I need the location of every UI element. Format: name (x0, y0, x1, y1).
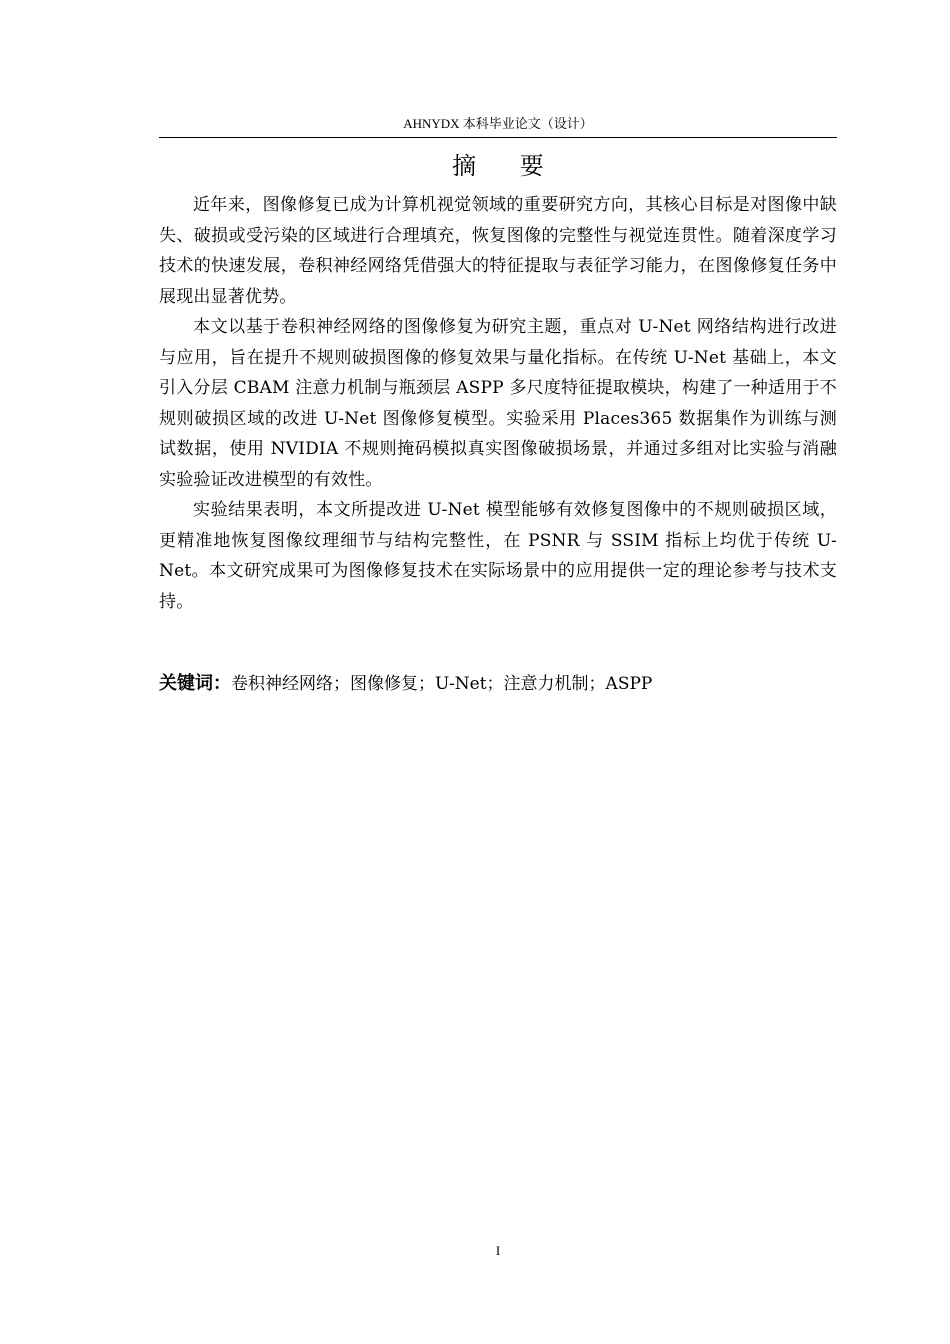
running-header: AHNYDX 本科毕业论文（设计） (403, 116, 593, 131)
keywords-label: 关键词： (159, 673, 231, 694)
header-rule (159, 137, 837, 138)
abstract-body (159, 190, 837, 617)
abstract-title: 摘 要 (452, 152, 562, 180)
keywords-line (159, 669, 837, 699)
abstract-paragraph-2: 本文以基于卷积神经网络的图像修复为研究主题，重点对 U-Net 网络结构进行改进与应用，旨在提升不规则破损图像的修复效果与量化指标。在传统 U-Net 基础上，本文引入分层 CBAM 注意力机制与瓶颈层 ASPP 多尺度特征提取模块，构建了一种适用于不规则破损区域的改进 U-Net 图像修复模型。实验采用 Places365 数据集作为训练与测试数据，使用 NVIDIA 不规则掩码模拟真实图像破损场景，并通过多组对比实验与消融实验验证改进模型的有效性。 (159, 317, 837, 490)
keywords-text: 卷积神经网络；图像修复；U-Net；注意力机制；ASPP (231, 674, 653, 694)
page-number: I (495, 1243, 501, 1258)
abstract-paragraph-1: 近年来，图像修复已成为计算机视觉领域的重要研究方向，其核心目标是对图像中缺失、破损或受污染的区域进行合理填充，恢复图像的完整性与视觉连贯性。随着深度学习技术的快速发展，卷积神经网络凭借强大的特征提取与表征学习能力，在图像修复任务中展现出显著优势。 (159, 195, 837, 307)
abstract-paragraph-3: 实验结果表明，本文所提改进 U-Net 模型能够有效修复图像中的不规则破损区域，更精准地恢复图像纹理细节与结构完整性，在 PSNR 与 SSIM 指标上均优于传统 U-Net。本文研究成果可为图像修复技术在实际场景中的应用提供一定的理论参考与技术支持。 (159, 500, 837, 612)
